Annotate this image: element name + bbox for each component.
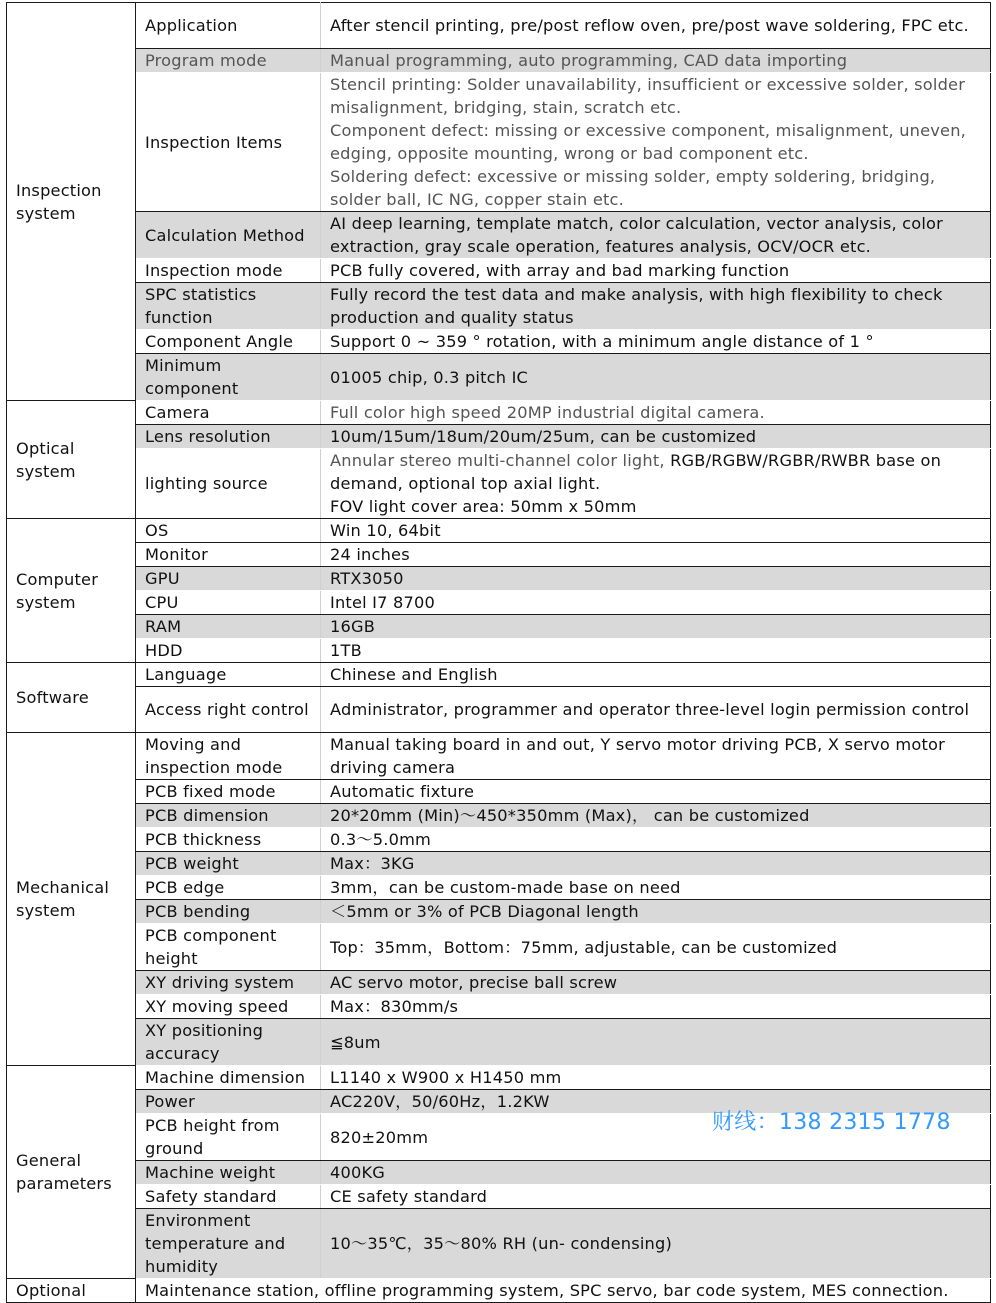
table-row (7, 852, 991, 876)
table-row (7, 259, 991, 283)
item-xy-accuracy: XY positioning accuracy (136, 1019, 321, 1066)
value-optional: Maintenance station, offline programming system, SPC servo, bar code system, MES connection. (136, 1279, 991, 1303)
table-row (7, 567, 991, 591)
value-hdd: 1TB (321, 639, 991, 663)
hotline-watermark: 财线：138 2315 1778 (712, 1110, 951, 1135)
item-machine-dimension: Machine dimension (136, 1066, 321, 1090)
table-row (7, 1279, 991, 1303)
table-row (7, 283, 991, 330)
group-label-general: General parameters (7, 1066, 136, 1279)
item-moving-mode: Moving and inspection mode (136, 733, 321, 780)
value-xy-speed: Max：830mm/s (321, 995, 991, 1019)
item-pcb-height: PCB height from ground (136, 1114, 321, 1161)
item-inspection-items: Inspection Items (136, 73, 321, 212)
item-os: OS (136, 519, 321, 543)
item-monitor: Monitor (136, 543, 321, 567)
table-row (7, 828, 991, 852)
item-pcb-weight: PCB weight (136, 852, 321, 876)
table-row (7, 995, 991, 1019)
item-pcb-edge: PCB edge (136, 876, 321, 900)
value-power: AC220V，50/60Hz，1.2KW (321, 1090, 991, 1114)
item-minimum-component: Minimum component (136, 354, 321, 401)
value-monitor: 24 inches (321, 543, 991, 567)
table-row (7, 354, 991, 401)
item-safety: Safety standard (136, 1185, 321, 1209)
value-lens-resolution: 10um/15um/18um/20um/25um, can be customized (321, 425, 991, 449)
table-row (7, 449, 991, 519)
item-inspection-mode: Inspection mode (136, 259, 321, 283)
item-xy-speed: XY moving speed (136, 995, 321, 1019)
table-row (7, 212, 991, 259)
table-row (7, 3, 991, 49)
table-row (7, 1209, 991, 1279)
item-xy-driving: XY driving system (136, 971, 321, 995)
item-pcb-thickness: PCB thickness (136, 828, 321, 852)
value-lighting-source (321, 449, 991, 519)
item-hdd: HDD (136, 639, 321, 663)
item-camera: Camera (136, 401, 321, 425)
table-row (7, 543, 991, 567)
item-environment: Environment temperature and humidity (136, 1209, 321, 1279)
table-row (7, 49, 991, 73)
group-label-optional: Optional (7, 1279, 136, 1303)
table-row (7, 733, 991, 780)
value-pcb-dimension: 20*20mm (Min)～450*350mm (Max)， can be customized (321, 804, 991, 828)
value-calculation-method: AI deep learning, template match, color calculation, vector analysis, color extraction, gray scale operation, features analysis, OCV/OCR etc. (321, 212, 991, 259)
item-machine-weight: Machine weight (136, 1161, 321, 1185)
group-label-mechanical: Mechanical system (7, 733, 136, 1066)
value-pcb-edge: 3mm，can be custom-made base on need (321, 876, 991, 900)
value-program-mode: Manual programming, auto programming, CAD data importing (321, 49, 991, 73)
inspection-items-soldering: Soldering defect: excessive or missing solder, empty soldering, bridging, solder ball, IC NG, copper stain etc. (330, 167, 936, 209)
table-row (7, 639, 991, 663)
item-application: Application (136, 3, 321, 49)
table-row (7, 1066, 991, 1090)
item-gpu: GPU (136, 567, 321, 591)
table-row (7, 401, 991, 425)
item-lighting-source: lighting source (136, 449, 321, 519)
value-pcb-weight: Max：3KG (321, 852, 991, 876)
item-pcb-dimension: PCB dimension (136, 804, 321, 828)
value-application: After stencil printing, pre/post reflow oven, pre/post wave soldering, FPC etc. (321, 3, 991, 49)
item-pcb-fixed: PCB fixed mode (136, 780, 321, 804)
value-camera: Full color high speed 20MP industrial digital camera. (321, 401, 991, 425)
item-pcb-bending: PCB bending (136, 900, 321, 924)
table-row (7, 591, 991, 615)
table-row (7, 425, 991, 449)
item-access-right: Access right control (136, 687, 321, 733)
value-language: Chinese and English (321, 663, 991, 687)
value-machine-dimension: L1140 x W900 x H1450 mm (321, 1066, 991, 1090)
table-row (7, 1185, 991, 1209)
value-pcb-bending: ＜5mm or 3% of PCB Diagonal length (321, 900, 991, 924)
value-ram: 16GB (321, 615, 991, 639)
item-ram: RAM (136, 615, 321, 639)
item-component-height: PCB component height (136, 924, 321, 971)
group-label-inspection: Inspection system (7, 3, 136, 401)
group-label-computer: Computer system (7, 519, 136, 663)
table-row (7, 876, 991, 900)
value-pcb-height: 820±20mm (321, 1114, 991, 1161)
value-safety: CE safety standard (321, 1185, 991, 1209)
table-row (7, 615, 991, 639)
table-row (7, 900, 991, 924)
item-component-angle: Component Angle (136, 330, 321, 354)
table-row (7, 780, 991, 804)
value-minimum-component: 01005 chip, 0.3 pitch IC (321, 354, 991, 401)
value-machine-weight: 400KG (321, 1161, 991, 1185)
inspection-items-stencil: Stencil printing: Solder unavailability, insufficient or excessive solder, solder misalignment, bridging, stain, scratch etc. (330, 75, 966, 117)
table-row (7, 663, 991, 687)
table-row (7, 519, 991, 543)
lighting-annular: Annular stereo multi-channel color light, (330, 451, 665, 470)
table-row (7, 924, 991, 971)
value-component-angle: Support 0 ~ 359 ° rotation, with a minimum angle distance of 1 ° (321, 330, 991, 354)
value-spc: Fully record the test data and make analysis, with high flexibility to check production and quality status (321, 283, 991, 330)
table-row (7, 330, 991, 354)
item-program-mode: Program mode (136, 49, 321, 73)
value-environment: 10～35℃，35～80% RH (un- condensing) (321, 1209, 991, 1279)
value-os: Win 10, 64bit (321, 519, 991, 543)
item-spc: SPC statistics function (136, 283, 321, 330)
table-row (7, 971, 991, 995)
table-row (7, 804, 991, 828)
item-power: Power (136, 1090, 321, 1114)
value-component-height: Top：35mm，Bottom：75mm, adjustable, can be customized (321, 924, 991, 971)
table-row (7, 687, 991, 733)
table-row (7, 1161, 991, 1185)
value-pcb-fixed: Automatic fixture (321, 780, 991, 804)
lighting-rgb: RGB/RGBW/RGBR/RWBR base on demand, optional top axial light. (330, 451, 942, 493)
value-access-right: Administrator, programmer and operator three-level login permission control (321, 687, 991, 733)
value-inspection-mode: PCB fully covered, with array and bad marking function (321, 259, 991, 283)
value-xy-driving: AC servo motor, precise ball screw (321, 971, 991, 995)
item-language: Language (136, 663, 321, 687)
value-inspection-items (321, 73, 991, 212)
item-lens-resolution: Lens resolution (136, 425, 321, 449)
value-moving-mode: Manual taking board in and out, Y servo motor driving PCB, X servo motor driving camera (321, 733, 991, 780)
value-pcb-thickness: 0.3～5.0mm (321, 828, 991, 852)
item-calculation-method: Calculation Method (136, 212, 321, 259)
inspection-items-component: Component defect: missing or excessive component, misalignment, uneven, edging, opposite mounting, wrong or bad component etc. (330, 121, 967, 163)
group-label-software: Software (7, 663, 136, 733)
value-gpu: RTX3050 (321, 567, 991, 591)
table-row (7, 73, 991, 212)
table-row (7, 1019, 991, 1066)
value-cpu: Intel I7 8700 (321, 591, 991, 615)
value-xy-accuracy: ≦8um (321, 1019, 991, 1066)
item-cpu: CPU (136, 591, 321, 615)
lighting-fov: FOV light cover area: 50mm x 50mm (330, 497, 637, 516)
group-label-optical: Optical system (7, 401, 136, 519)
